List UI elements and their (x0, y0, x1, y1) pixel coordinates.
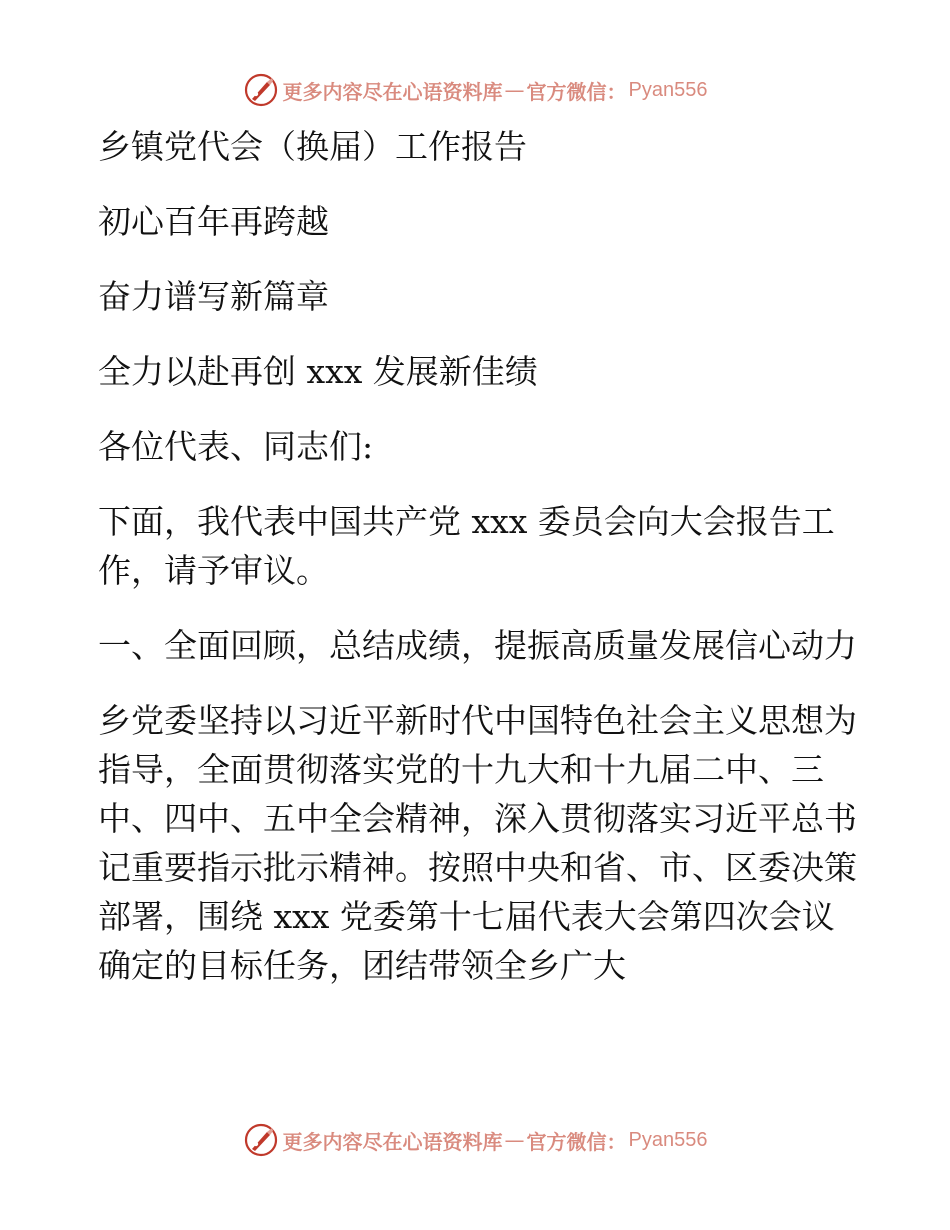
document-title: 乡镇党代会（换届）工作报告 (98, 127, 527, 166)
quill-pen-logo-icon (243, 1122, 279, 1158)
header-banner (0, 70, 950, 110)
document-subtitle-3: 全力以赴再创 xxx 发展新佳绩 (98, 352, 538, 391)
document-body (98, 122, 858, 1016)
salutation: 各位代表、同志们: (98, 427, 374, 466)
intro-paragraph: 下面，我代表中国共产党 xxx 委员会向大会报告工作，请予审议。 (98, 502, 835, 590)
banner-main-text: 更多内容尽在心语资料库 (282, 1129, 503, 1154)
footer-banner (0, 1120, 950, 1160)
banner-wechat-handle: Pyan556 (628, 1128, 708, 1151)
banner-wechat-label: 官方微信： (526, 79, 627, 104)
section-1-heading: 一、全面回顾，总结成绩，提振高质量发展信心动力 (98, 626, 857, 665)
section-1-paragraph: 乡党委坚持以习近平新时代中国特色社会主义思想为指导，全面贯彻落实党的十九大和十九届二中、三中、四中、五中全会精神，深入贯彻落实习近平总书记重要指示批示精神。按照中央和省、市、区委决策部署，围绕 xxx 党委第十七届代表大会第四次会议确定的目标任务，团结带领全乡广大 (98, 701, 857, 985)
document-subtitle-1: 初心百年再跨越 (98, 202, 329, 241)
quill-pen-logo-icon (243, 72, 279, 108)
banner-separator: — (504, 78, 525, 102)
banner-separator: — (504, 1128, 525, 1152)
document-subtitle-2: 奋力谱写新篇章 (98, 277, 329, 316)
banner-main-text: 更多内容尽在心语资料库 (282, 79, 503, 104)
banner-wechat-label: 官方微信： (526, 1129, 627, 1154)
banner-wechat-handle: Pyan556 (628, 78, 708, 101)
